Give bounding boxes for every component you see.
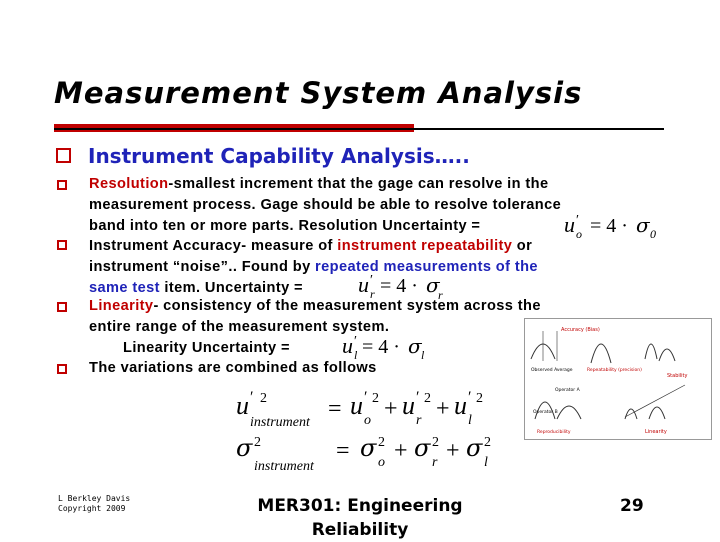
svg-text:instrument: instrument [254, 459, 314, 474]
svg-text:+: + [394, 438, 408, 464]
svg-text:r: r [416, 413, 422, 428]
svg-text:r: r [370, 287, 375, 301]
svg-text:σ: σ [360, 434, 377, 462]
svg-text:′: ′ [468, 389, 472, 406]
svg-text:= 4 ·: = 4 · [590, 215, 628, 237]
svg-text:′: ′ [364, 389, 368, 406]
svg-text:+: + [446, 438, 460, 464]
svg-text:2: 2 [378, 435, 385, 450]
svg-text:u: u [236, 391, 249, 420]
svg-text:instrument: instrument [250, 415, 310, 430]
svg-text:′: ′ [416, 389, 420, 406]
svg-text:2: 2 [372, 391, 379, 406]
linearity-line1: - consistency of the measurement system across the [153, 298, 541, 314]
bullet-combined: The variations are combined as follows [89, 360, 377, 376]
svg-text:o: o [576, 227, 582, 240]
label-linearity: Linearity [645, 429, 667, 435]
footer-course-line2: Reliability [311, 520, 409, 540]
svg-text:2: 2 [254, 435, 261, 450]
resolution-line1: -smallest increment that the gage can resolve in the [168, 176, 549, 192]
repeatability-term: instrument repeatability [337, 238, 513, 254]
accuracy-line2a: instrument “noise”.. Found by [89, 259, 316, 275]
footer-course-line1: MER301: Engineering [257, 496, 463, 516]
svg-text:σ: σ [408, 334, 422, 358]
label-reproducibility: Reproducibility [537, 430, 571, 435]
svg-text:σ: σ [236, 434, 253, 462]
svg-text:′: ′ [370, 273, 374, 288]
accuracy-line3b: item. Uncertainty = [159, 280, 303, 296]
accuracy-line1a: Instrument Accuracy- measure of [89, 238, 338, 254]
svg-text:=: = [336, 438, 350, 464]
msa-diagram [524, 318, 712, 440]
svg-text:σ: σ [426, 273, 440, 297]
svg-text:u: u [358, 272, 369, 297]
label-stability: Stability [667, 373, 688, 379]
svg-text:= 4 ·: = 4 · [362, 336, 400, 358]
svg-text:σ: σ [466, 434, 483, 462]
svg-text:u: u [350, 391, 363, 420]
svg-text:2: 2 [424, 391, 431, 406]
title-underline [54, 128, 664, 130]
footer-course [240, 494, 480, 542]
linearity-line3: Linearity Uncertainty = [123, 340, 290, 356]
svg-text:= 4 ·: = 4 · [380, 275, 418, 297]
resolution-line3: band into ten or more parts. Resolution Uncertainty = [89, 218, 481, 234]
svg-text:o: o [378, 455, 385, 470]
bullet-resolution [89, 174, 561, 237]
accuracy-line1b: or [512, 238, 533, 254]
svg-text:2: 2 [260, 391, 267, 406]
svg-text:+: + [384, 396, 398, 422]
label-operator-a: Operator A [555, 388, 580, 393]
label-observed: Observed Average [531, 368, 573, 373]
section-heading: Instrument Capability Analysis….. [88, 144, 470, 168]
svg-text:2: 2 [484, 435, 491, 450]
heading-bullet-icon [56, 148, 71, 163]
svg-text:l: l [484, 455, 488, 470]
svg-text:r: r [432, 455, 438, 470]
svg-text:u: u [342, 333, 353, 358]
bullet-linearity [89, 296, 541, 359]
svg-text:σ: σ [636, 213, 650, 237]
bullet-icon [57, 240, 67, 250]
equation-linearity [340, 333, 440, 361]
svg-text:′: ′ [354, 334, 358, 349]
label-accuracy: Accuracy (Bias) [561, 327, 600, 333]
svg-text:σ: σ [414, 434, 431, 462]
svg-text:+: + [436, 396, 450, 422]
resolution-term: Resolution [89, 176, 169, 192]
label-repeatability: Repeatability (precision) [587, 368, 642, 373]
footer-author-name: L Berkley Davis [58, 494, 131, 503]
svg-text:′: ′ [250, 389, 254, 406]
svg-text:0: 0 [650, 227, 656, 240]
equation-combined-uncertainty [232, 388, 522, 432]
svg-text:=: = [328, 396, 342, 422]
linearity-term: Linearity [89, 298, 154, 314]
svg-text:2: 2 [432, 435, 439, 450]
svg-text:l: l [354, 348, 358, 361]
svg-text:u: u [402, 391, 415, 420]
bullet-icon [57, 302, 67, 312]
svg-text:r: r [438, 288, 443, 302]
equation-combined-variance [232, 432, 522, 478]
svg-text:o: o [364, 413, 371, 428]
footer-copyright: Copyright 2009 [58, 504, 126, 513]
svg-text:2: 2 [476, 391, 483, 406]
equation-resolution [562, 212, 662, 240]
linearity-line2: entire range of the measurement system. [89, 319, 390, 335]
slide-title: Measurement System Analysis [54, 76, 583, 110]
svg-text:′: ′ [576, 213, 580, 228]
repeated-measurements-term: repeated measurements of the [315, 259, 538, 275]
svg-text:u: u [454, 391, 467, 420]
bullet-accuracy [89, 236, 538, 299]
page-number: 29 [620, 496, 644, 516]
bullet-icon [57, 364, 67, 374]
bullet-icon [57, 180, 67, 190]
resolution-line2: measurement process. Gage should be able to resolve tolerance [89, 197, 562, 213]
svg-text:u: u [564, 212, 575, 237]
msa-diagram-graphic [525, 319, 711, 439]
footer-author [58, 494, 130, 514]
svg-text:l: l [421, 348, 425, 361]
same-test-term: same test [89, 280, 160, 296]
label-operator-b: Operator B [533, 410, 558, 415]
svg-text:l: l [468, 413, 472, 428]
